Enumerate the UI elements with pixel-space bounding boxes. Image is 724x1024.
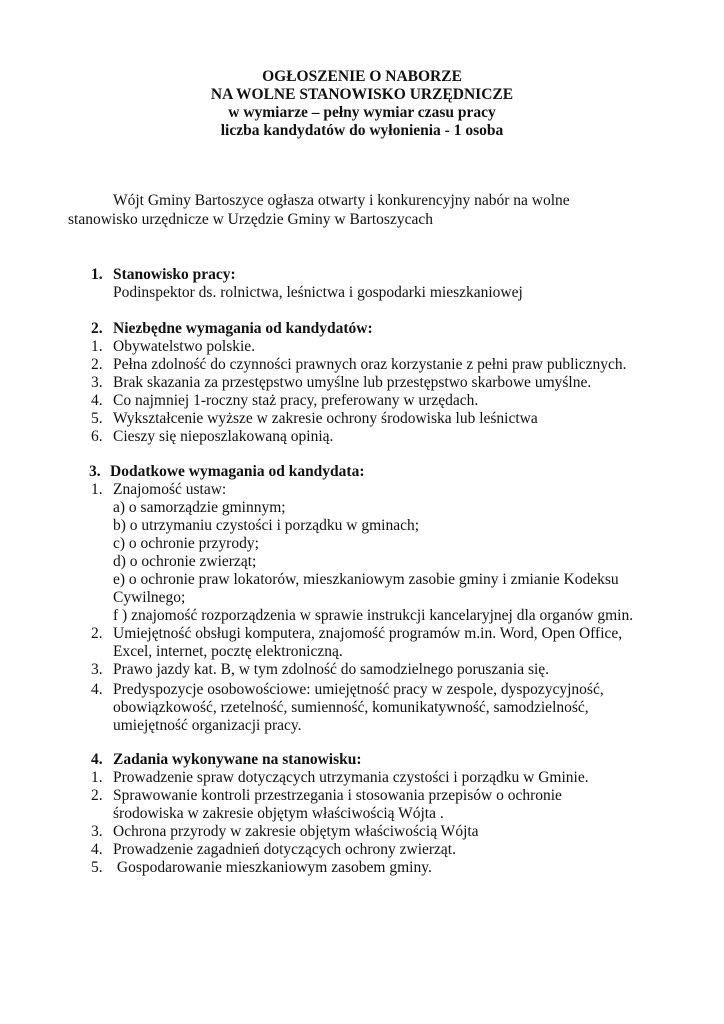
list-item-number: 4. [91,681,103,698]
list-item: Brak skazania za przestępstwo umyślne lub przestępstwo skarbowe umyślne. [113,374,592,391]
list-item-number: 2. [91,356,103,373]
list-item-number: 6. [91,428,103,445]
list-item-number: 4. [91,392,103,409]
list-item-continuation: środowiska w zakresie objętym właściwością Wójta . [113,805,444,822]
list-item: Co najmniej 1-roczny staż pracy, preferowany w urzędach. [113,392,479,409]
header-candidates-count: liczba kandydatów do wyłonienia - 1 osoba [220,122,504,139]
list-item: Znajomość ustaw: [113,481,227,498]
list-item-number: 5. [91,859,103,876]
list-item: Prawo jazdy kat. B, w tym zdolność do samodzielnego poruszania się. [113,661,550,678]
section-2-heading: Niezbędne wymagania od kandydatów: [113,320,373,337]
list-item-number: 3. [91,374,103,391]
list-item-number: 2. [91,787,103,804]
list-item: Gospodarowanie mieszkaniowym zasobem gminy. [113,859,432,876]
list-item-number: 5. [91,410,103,427]
header-title: OGŁOSZENIE O NABORZE [262,68,462,85]
section-3-number: 3. [89,463,101,480]
list-item-continuation: obowiązkowość, rzetelność, sumienność, komunikatywność, samodzielność, [113,699,589,716]
header-work-time: w wymiarze – pełny wymiar czasu pracy [228,104,496,121]
sub-list-item-continuation: Cywilnego; [113,589,186,606]
section-1-number: 1. [91,266,103,283]
section-4-heading: Zadania wykonywane na stanowisku: [113,751,362,768]
sub-list-item: b) o utrzymaniu czystości i porządku w gminach; [113,517,420,534]
list-item: Umiejętność obsługi komputera, znajomość programów m.in. Word, Open Office, [113,625,623,642]
list-item-continuation: Excel, internet, pocztę elektroniczną. [113,643,343,660]
header-subtitle: NA WOLNE STANOWISKO URZĘDNICZE [210,86,514,103]
intro-line: Wójt Gminy Bartoszyce ogłasza otwarty i konkurencyjny nabór na wolne [113,192,570,209]
list-item-number: 3. [91,823,103,840]
section-1-heading: Stanowisko pracy: [113,266,236,283]
sub-list-item: d) o ochronie zwierząt; [113,553,257,570]
section-2-number: 2. [91,320,103,337]
list-item-number: 1. [91,338,103,355]
sub-list-item: a) o samorządzie gminnym; [113,499,286,516]
list-item: Obywatelstwo polskie. [113,338,256,355]
sub-list-item: e) o ochronie praw lokatorów, mieszkaniowym zasobie gminy i zmianie Kodeksu [113,571,619,588]
list-item: Prowadzenie spraw dotyczących utrzymania czystości i porządku w Gminie. [113,769,589,786]
list-item: Cieszy się nieposzlakowaną opinią. [113,428,334,445]
list-item-number: 2. [91,625,103,642]
list-item: Prowadzenie zagadnień dotyczących ochrony zwierząt. [113,841,456,858]
list-item-number: 1. [91,481,103,498]
list-item: Pełna zdolność do czynności prawnych oraz korzystanie z pełni praw publicznych. [113,356,627,373]
list-item-number: 1. [91,769,103,786]
list-item: Sprawowanie kontroli przestrzegania i stosowania przepisów o ochronie [113,787,562,804]
list-item: Predyspozycje osobowościowe: umiejętność pracy w zespole, dyspozycyjność, [113,681,604,698]
list-item: Wykształcenie wyższe w zakresie ochrony środowiska lub leśnictwa [113,410,538,427]
list-item-continuation: umiejętność organizacji pracy. [113,717,302,734]
section-3-heading: Dodatkowe wymagania od kandydata: [110,463,365,480]
sub-list-item: c) o ochronie przyrody; [113,535,259,552]
list-item-number: 4. [91,841,103,858]
intro-line: stanowisko urzędnicze w Urzędzie Gminy w Bartoszycach [68,211,433,228]
list-item: Ochrona przyrody w zakresie objętym właściwością Wójta [113,823,479,840]
section-1-text: Podinspektor ds. rolnictwa, leśnictwa i gospodarki mieszkaniowej [113,284,523,301]
list-item-number: 3. [91,661,103,678]
sub-list-item: f ) znajomość rozporządzenia w sprawie instrukcji kancelaryjnej dla organów gmin. [113,607,634,624]
section-4-number: 4. [91,751,103,768]
